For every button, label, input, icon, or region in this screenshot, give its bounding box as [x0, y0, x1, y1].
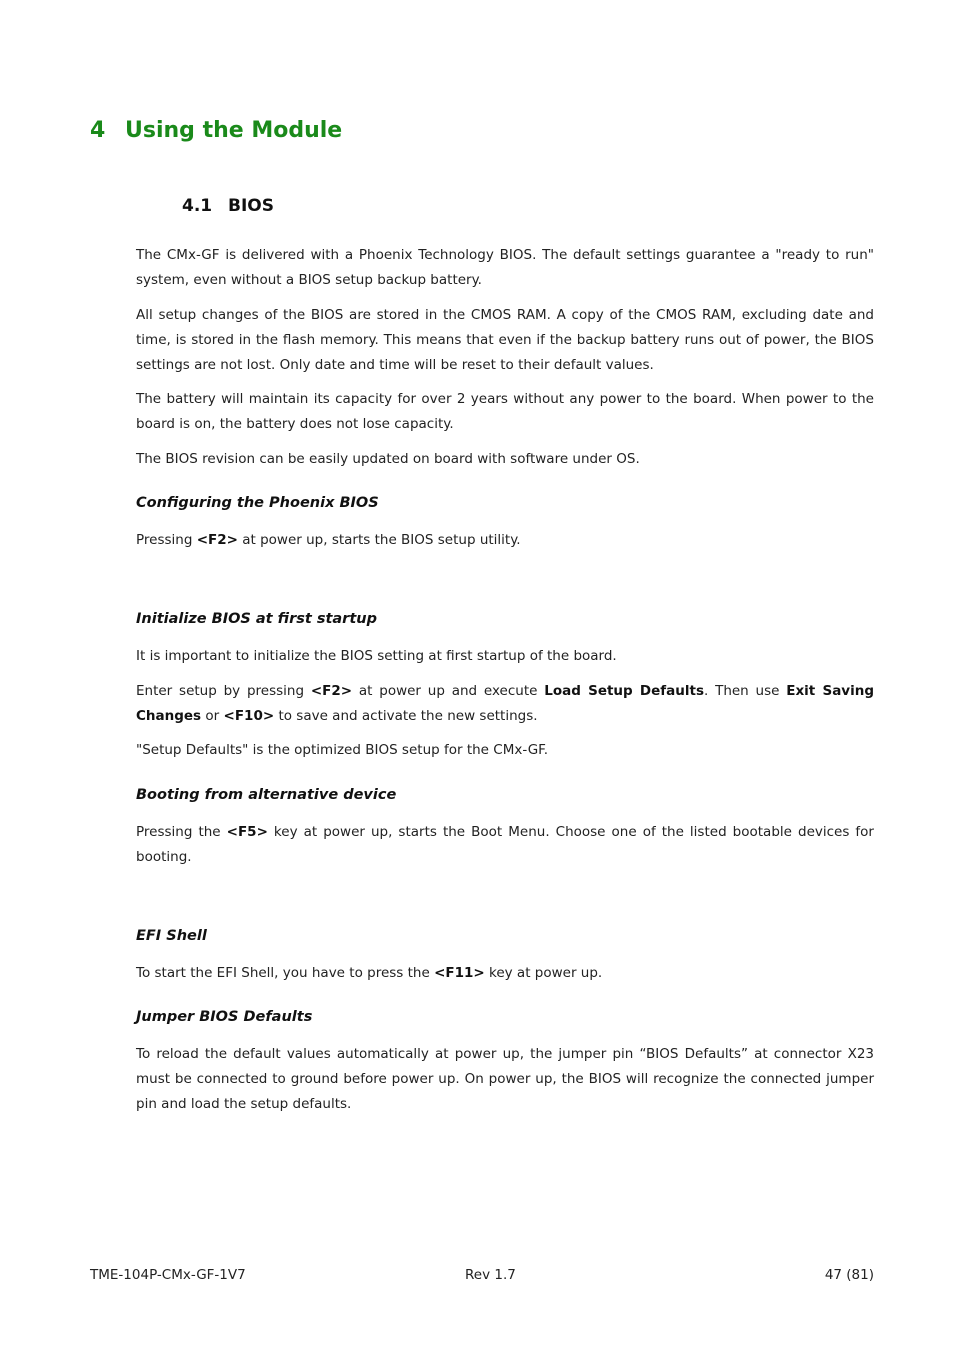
- efi-post: key at power up.: [484, 965, 603, 981]
- section-title: BIOS: [228, 196, 274, 216]
- booting-paragraph: [136, 820, 874, 870]
- initialize-text-a: Enter setup by pressing: [136, 683, 311, 699]
- key-f11: <F11>: [434, 965, 485, 981]
- footer-doc-id: TME-104P-CMx-GF-1V7: [90, 1267, 246, 1283]
- efi-pre: To start the EFI Shell, you have to press the: [136, 965, 435, 981]
- key-f2: <F2>: [196, 532, 238, 548]
- jumper-paragraph: To reload the default values automatically at power up, the jumper pin “BIOS Defaults” at connector X23 must be connected to ground before power up. On power up, the BIOS will recognize the connected jumper pin and load the setup defaults.: [136, 1046, 874, 1112]
- initialize-text-e: to save and activate the new settings.: [274, 708, 538, 724]
- initialize-text-d: or: [201, 708, 224, 724]
- key-f10: <F10>: [223, 708, 275, 724]
- footer-revision: Rev 1.7: [465, 1267, 516, 1283]
- key-f5: <F5>: [226, 824, 268, 840]
- initialize-paragraph-1: It is important to initialize the BIOS setting at first startup of the board.: [136, 648, 617, 664]
- intro-paragraph-1: The CMx-GF is delivered with a Phoenix Technology BIOS. The default settings guarantee a "ready to run" system, even without a BIOS setup backup battery.: [136, 247, 874, 288]
- booting-heading: Booting from alternative device: [136, 787, 397, 803]
- section-heading: [182, 196, 274, 216]
- footer-page-number: 47 (81): [824, 1267, 874, 1283]
- initialize-text-c: . Then use: [703, 683, 787, 699]
- configuring-pre: Pressing: [136, 532, 197, 548]
- efi-paragraph: [136, 961, 874, 986]
- booting-pre: Pressing the: [136, 824, 227, 840]
- key-f2-setup: <F2>: [310, 683, 353, 699]
- configuring-post: at power up, starts the BIOS setup utility.: [237, 532, 521, 548]
- initialize-paragraph-3: "Setup Defaults" is the optimized BIOS setup for the CMx-GF.: [136, 742, 549, 758]
- intro-paragraph-3: The battery will maintain its capacity for over 2 years without any power to the board. When power to the board is on, the battery does not lose capacity.: [136, 391, 874, 432]
- section-number: 4.1: [182, 196, 213, 216]
- configuring-paragraph: [136, 528, 874, 553]
- configuring-heading: Configuring the Phoenix BIOS: [136, 495, 379, 511]
- jumper-heading: Jumper BIOS Defaults: [136, 1009, 313, 1025]
- initialize-text-b: at power up and execute: [352, 683, 545, 699]
- intro-paragraph-4: The BIOS revision can be easily updated on board with software under OS.: [136, 451, 640, 467]
- intro-paragraph-2: All setup changes of the BIOS are stored in the CMOS RAM. A copy of the CMOS RAM, excluding date and time, is stored in the flash memory. This means that even if the backup battery runs out of power, the BIOS settings are not lost. Only date and time will be reset to their default values.: [136, 307, 874, 373]
- chapter-number: 4: [90, 118, 106, 143]
- exit-saving-changes-label: Exit Saving Changes: [136, 683, 875, 724]
- chapter-heading: [90, 118, 342, 143]
- chapter-title: Using the Module: [125, 118, 343, 143]
- booting-post: key at power up, starts the Boot Menu. Choose one of the listed bootable devices for booting.: [136, 824, 874, 865]
- initialize-paragraph-2: [136, 679, 874, 729]
- efi-heading: EFI Shell: [136, 928, 207, 944]
- initialize-heading: Initialize BIOS at first startup: [136, 611, 377, 627]
- load-setup-defaults-label: Load Setup Defaults: [544, 683, 704, 699]
